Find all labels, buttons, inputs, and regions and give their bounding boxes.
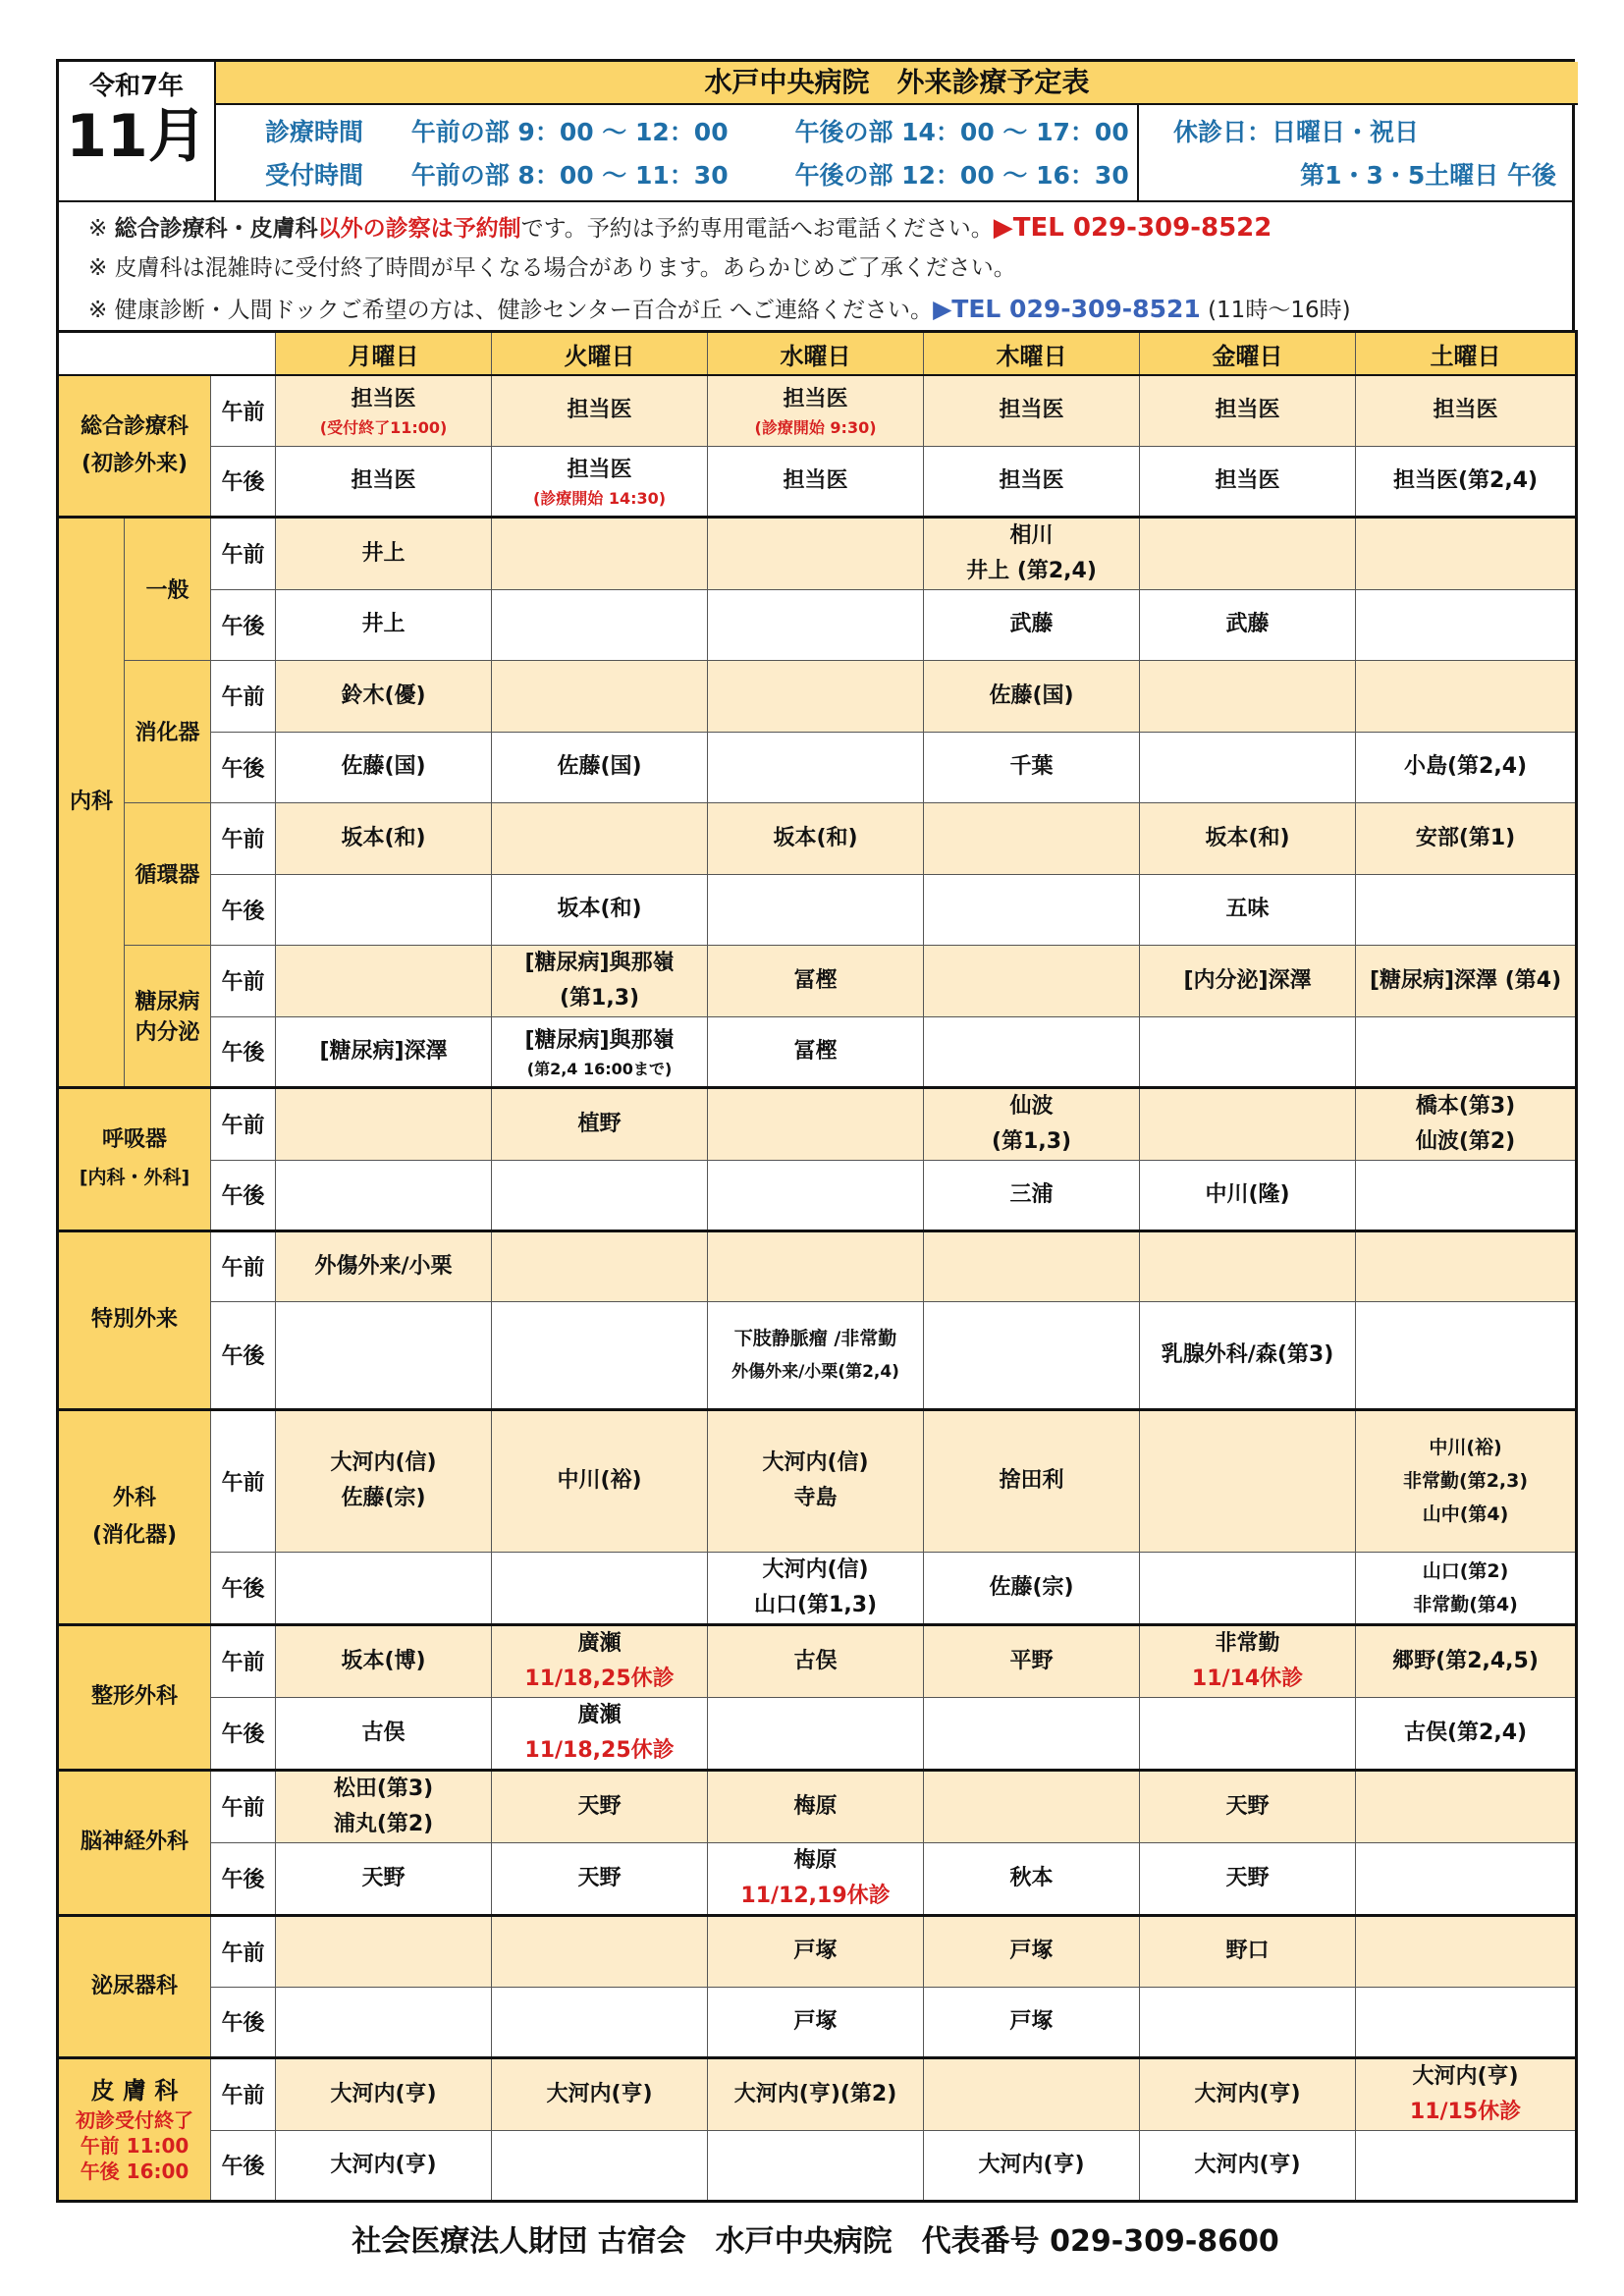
- reception-label: 受付時間: [265, 161, 364, 190]
- closed-line-1: 休診日：日曜日・祝日: [1173, 118, 1420, 146]
- cell-or-pm-tue: 廣瀬 11/18,25休診: [492, 1697, 708, 1770]
- time-pm: 午後: [211, 1552, 276, 1624]
- cell-dm-pm-mon: [糖尿病]深澤: [276, 1016, 492, 1087]
- cell-ns-pm-mon: 天野: [276, 1842, 492, 1915]
- cell-cv-am-wed: 坂本(和): [708, 802, 924, 874]
- cell-cv-am-fri: 坂本(和): [1140, 802, 1356, 874]
- cell-ns-pm-thu: 秋本: [924, 1842, 1140, 1915]
- cell-dm-pm-tue: [糖尿病]與那嶺 (第2,4 16:00まで): [492, 1016, 708, 1087]
- cell-sp-pm-sat: [1356, 1301, 1577, 1409]
- cell-rs-pm-fri: 中川(隆): [1140, 1160, 1356, 1230]
- time-pm: 午後: [211, 1697, 276, 1770]
- cell-general-pm-wed: 担当医: [708, 446, 924, 517]
- cell-ig-pm-thu: 武藤: [924, 589, 1140, 660]
- cell-rs-am-thu: 仙波 (第1,3): [924, 1087, 1140, 1160]
- cell-ur-am-sat: [1356, 1915, 1577, 1987]
- cell-ig-am-fri: [1140, 517, 1356, 589]
- day-sat: 土曜日: [1356, 332, 1577, 376]
- hours-block: [216, 105, 1139, 200]
- cell-rs-pm-thu: 三浦: [924, 1160, 1140, 1230]
- time-am: 午前: [211, 802, 276, 874]
- cell-dm-am-mon: [276, 945, 492, 1016]
- cell-rs-am-fri: [1140, 1087, 1356, 1160]
- cell-ns-pm-tue: 天野: [492, 1842, 708, 1915]
- cell-dr-pm-tue: [492, 2130, 708, 2201]
- note-checkup-text: ※ 健康診断・人間ドックご希望の方は、健診センター百合が丘 へご連絡ください。: [88, 298, 934, 323]
- cell-rs-pm-wed: [708, 1160, 924, 1230]
- cell-dm-pm-thu: [924, 1016, 1140, 1087]
- month: 11月: [66, 102, 207, 171]
- cell-dr-pm-mon: 大河内(亨): [276, 2130, 492, 2201]
- cell-general-pm-tue: 担当医 (診療開始 14:30): [492, 446, 708, 517]
- cell-ns-am-mon: 松田(第3) 浦丸(第2): [276, 1770, 492, 1842]
- cell-su-pm-tue: [492, 1552, 708, 1624]
- cell-ns-am-wed: 梅原: [708, 1770, 924, 1842]
- cell-dg-am-thu: 佐藤(国): [924, 660, 1140, 732]
- cell-rs-pm-tue: [492, 1160, 708, 1230]
- cell-dm-am-thu: [924, 945, 1140, 1016]
- cell-dr-pm-wed: [708, 2130, 924, 2201]
- dept-internal: 内科: [58, 517, 125, 1087]
- time-pm: 午後: [211, 1987, 276, 2057]
- cell-sp-pm-thu: [924, 1301, 1140, 1409]
- cell-ig-pm-mon: 井上: [276, 589, 492, 660]
- cell-dr-pm-fri: 大河内(亨): [1140, 2130, 1356, 2201]
- dept-internal-general: 一般: [125, 517, 211, 660]
- cell-dr-am-mon: 大河内(亨): [276, 2057, 492, 2130]
- cell-dm-am-wed: 冨樫: [708, 945, 924, 1016]
- cell-ur-am-mon: [276, 1915, 492, 1987]
- cell-sp-pm-fri: 乳腺外科/森(第3): [1140, 1301, 1356, 1409]
- cell-dg-am-wed: [708, 660, 924, 732]
- dept-urology: 泌尿器科: [58, 1915, 211, 2057]
- date-box: [59, 62, 216, 200]
- time-pm: 午後: [211, 2130, 276, 2201]
- day-wed: 水曜日: [708, 332, 924, 376]
- cell-ig-pm-wed: [708, 589, 924, 660]
- cell-ns-am-fri: 天野: [1140, 1770, 1356, 1842]
- cell-su-pm-wed: 大河内(信) 山口(第1,3): [708, 1552, 924, 1624]
- cell-ur-am-wed: 戸塚: [708, 1915, 924, 1987]
- note-reservation-text: です。予約は予約専用電話へお電話ください。: [520, 216, 994, 242]
- cell-dm-pm-fri: [1140, 1016, 1356, 1087]
- cell-or-pm-thu: [924, 1697, 1140, 1770]
- cell-dm-am-tue: [糖尿病]與那嶺 (第1,3): [492, 945, 708, 1016]
- cell-or-am-thu: 平野: [924, 1624, 1140, 1697]
- cell-dr-am-wed: 大河内(亨)(第2): [708, 2057, 924, 2130]
- cell-general-am-fri: 担当医: [1140, 375, 1356, 446]
- cell-su-pm-fri: [1140, 1552, 1356, 1624]
- cell-ns-am-thu: [924, 1770, 1140, 1842]
- cell-ig-pm-fri: 武藤: [1140, 589, 1356, 660]
- cell-cv-pm-thu: [924, 874, 1140, 945]
- dept-diabetes: 糖尿病 内分泌: [125, 945, 211, 1087]
- dept-neurosurgery: 脳神経外科: [58, 1770, 211, 1915]
- dept-special: 特別外来: [58, 1230, 211, 1409]
- cell-su-pm-sat: 山口(第2) 非常勤(第4): [1356, 1552, 1577, 1624]
- cell-ur-pm-fri: [1140, 1987, 1356, 2057]
- cell-dm-am-fri: [内分泌]深澤: [1140, 945, 1356, 1016]
- cell-su-am-tue: 中川(裕): [492, 1409, 708, 1552]
- cell-cv-am-mon: 坂本(和): [276, 802, 492, 874]
- cell-ig-am-wed: [708, 517, 924, 589]
- time-pm: 午後: [211, 1160, 276, 1230]
- checkup-tel[interactable]: ▶TEL 029-309-8521: [933, 295, 1201, 323]
- dept-dermatology: 皮 膚 科 初診受付終了 午前 11:00 午後 16:00: [58, 2057, 211, 2201]
- cell-ur-pm-tue: [492, 1987, 708, 2057]
- cell-ns-pm-sat: [1356, 1842, 1577, 1915]
- cell-ur-pm-thu: 戸塚: [924, 1987, 1140, 2057]
- dept-general: [58, 375, 211, 517]
- note-mark: ※: [88, 216, 115, 242]
- cell-dg-am-fri: [1140, 660, 1356, 732]
- cell-general-am-mon: 担当医 (受付終了11:00): [276, 375, 492, 446]
- footer: 社会医療法人財団 古宿会 水戸中央病院 代表番号 029-309-8600: [352, 2223, 1279, 2259]
- cell-dg-pm-sat: 小島(第2,4): [1356, 732, 1577, 802]
- schedule-table: [56, 330, 1578, 2203]
- era-year: 令和7年: [88, 72, 185, 101]
- cell-rs-pm-sat: [1356, 1160, 1577, 1230]
- time-pm: 午後: [211, 589, 276, 660]
- cell-su-am-sat: 中川(裕) 非常勤(第2,3) 山中(第4): [1356, 1409, 1577, 1552]
- cell-or-pm-fri: [1140, 1697, 1356, 1770]
- cell-dg-pm-tue: 佐藤(国): [492, 732, 708, 802]
- cell-dr-pm-thu: 大河内(亨): [924, 2130, 1140, 2201]
- time-am: 午前: [211, 1087, 276, 1160]
- time-am: 午前: [211, 2057, 276, 2130]
- cell-ur-pm-mon: [276, 1987, 492, 2057]
- dept-respiratory: 呼吸器 [内科・外科]: [58, 1087, 211, 1230]
- cell-su-am-mon: 大河内(信) 佐藤(宗): [276, 1409, 492, 1552]
- page-title: 水戸中央病院 外来診療予定表: [216, 62, 1578, 105]
- cell-ns-pm-wed: 梅原 11/12,19休診: [708, 1842, 924, 1915]
- cell-dm-am-sat: [糖尿病]深澤 (第4): [1356, 945, 1577, 1016]
- schedule-page: [56, 59, 1575, 2260]
- cell-ur-pm-sat: [1356, 1987, 1577, 2057]
- time-am: 午前: [211, 375, 276, 446]
- reception-am: 午前の部 8：00 ～ 11：30: [410, 161, 729, 190]
- dept-circulatory: 循環器: [125, 802, 211, 945]
- dept-surgery: 外科 (消化器): [58, 1409, 211, 1624]
- cell-ns-am-tue: 天野: [492, 1770, 708, 1842]
- cell-dg-pm-mon: 佐藤(国): [276, 732, 492, 802]
- cell-or-am-fri: 非常勤 11/14休診: [1140, 1624, 1356, 1697]
- cell-ig-am-sat: [1356, 517, 1577, 589]
- dept-general-name: 総合診療科: [80, 413, 189, 439]
- time-am: 午前: [211, 1409, 276, 1552]
- cell-ur-am-thu: 戸塚: [924, 1915, 1140, 1987]
- note-reservation: [88, 208, 1572, 248]
- day-header-row: [58, 332, 1577, 376]
- cell-ig-am-mon: 井上: [276, 517, 492, 589]
- cell-sp-am-fri: [1140, 1230, 1356, 1301]
- time-pm: 午後: [211, 874, 276, 945]
- note-depts: 総合診療科・皮膚科: [114, 216, 318, 242]
- cell-or-pm-mon: 古俣: [276, 1697, 492, 1770]
- time-am: 午前: [211, 1230, 276, 1301]
- note-reservation-required: 以外の診察は予約制: [317, 216, 521, 242]
- time-pm: 午後: [211, 732, 276, 802]
- time-am: 午前: [211, 1624, 276, 1697]
- cell-dm-pm-sat: [1356, 1016, 1577, 1087]
- cell-ns-pm-fri: 天野: [1140, 1842, 1356, 1915]
- cell-rs-am-tue: 植野: [492, 1087, 708, 1160]
- day-mon: 月曜日: [276, 332, 492, 376]
- notes: [56, 200, 1575, 330]
- cell-general-pm-sat: 担当医(第2,4): [1356, 446, 1577, 517]
- time-am: 午前: [211, 517, 276, 589]
- cell-ig-pm-sat: [1356, 589, 1577, 660]
- cell-cv-pm-sat: [1356, 874, 1577, 945]
- time-am: 午前: [211, 1915, 276, 1987]
- cell-dr-am-tue: 大河内(亨): [492, 2057, 708, 2130]
- cell-or-am-sat: 郷野(第2,4,5): [1356, 1624, 1577, 1697]
- cell-su-am-wed: 大河内(信) 寺島: [708, 1409, 924, 1552]
- cell-cv-am-sat: 安部(第1): [1356, 802, 1577, 874]
- cell-su-pm-mon: [276, 1552, 492, 1624]
- cell-sp-am-wed: [708, 1230, 924, 1301]
- time-pm: 午後: [211, 1016, 276, 1087]
- cell-general-am-wed: 担当医 (診療開始 9:30): [708, 375, 924, 446]
- cell-or-am-tue: 廣瀬 11/18,25休診: [492, 1624, 708, 1697]
- dept-digestive: 消化器: [125, 660, 211, 802]
- cell-rs-pm-mon: [276, 1160, 492, 1230]
- time-am: 午前: [211, 660, 276, 732]
- cell-ig-am-thu: 相川 井上 (第2,4): [924, 517, 1140, 589]
- cell-or-pm-wed: [708, 1697, 924, 1770]
- cell-rs-am-sat: 橋本(第3) 仙波(第2): [1356, 1087, 1577, 1160]
- cell-sp-am-thu: [924, 1230, 1140, 1301]
- cell-cv-am-tue: [492, 802, 708, 874]
- cell-ns-am-sat: [1356, 1770, 1577, 1842]
- cell-general-am-thu: 担当医: [924, 375, 1140, 446]
- cell-dg-pm-fri: [1140, 732, 1356, 802]
- cell-dr-am-fri: 大河内(亨): [1140, 2057, 1356, 2130]
- closed-days: [1139, 105, 1578, 200]
- checkup-hours: (11時～16時): [1208, 298, 1351, 323]
- reception-pm: 午後の部 12：00 ～ 16：30: [794, 161, 1129, 190]
- cell-cv-pm-wed: [708, 874, 924, 945]
- cell-sp-am-mon: 外傷外来/小栗: [276, 1230, 492, 1301]
- cell-rs-am-wed: [708, 1087, 924, 1160]
- cell-sp-am-sat: [1356, 1230, 1577, 1301]
- cell-sp-am-tue: [492, 1230, 708, 1301]
- time-pm: 午後: [211, 1842, 276, 1915]
- cell-ur-am-fri: 野口: [1140, 1915, 1356, 1987]
- cell-dg-am-tue: [492, 660, 708, 732]
- dept-general-sub: (初診外来): [81, 451, 189, 476]
- consult-label: 診療時間: [265, 118, 364, 146]
- note-dermatology: ※ 皮膚科は混雑時に受付終了時間が早くなる場合があります。あらかじめご了承ください。: [88, 255, 1016, 281]
- cell-general-pm-fri: 担当医: [1140, 446, 1356, 517]
- cell-dg-pm-wed: [708, 732, 924, 802]
- cell-ur-pm-wed: 戸塚: [708, 1987, 924, 2057]
- day-tue: 火曜日: [492, 332, 708, 376]
- cell-ig-am-tue: [492, 517, 708, 589]
- cell-dg-am-sat: [1356, 660, 1577, 732]
- cell-ig-pm-tue: [492, 589, 708, 660]
- cell-ur-am-tue: [492, 1915, 708, 1987]
- cell-general-pm-thu: 担当医: [924, 446, 1140, 517]
- cell-su-am-fri: [1140, 1409, 1356, 1552]
- day-thu: 木曜日: [924, 332, 1140, 376]
- consult-pm: 午後の部 14：00 ～ 17：00: [794, 118, 1129, 146]
- cell-su-pm-thu: 佐藤(宗): [924, 1552, 1140, 1624]
- cell-dg-pm-thu: 千葉: [924, 732, 1140, 802]
- cell-dg-am-mon: 鈴木(優): [276, 660, 492, 732]
- cell-dr-pm-sat: [1356, 2130, 1577, 2201]
- day-fri: 金曜日: [1140, 332, 1356, 376]
- cell-or-pm-sat: 古俣(第2,4): [1356, 1697, 1577, 1770]
- corner-cell: [58, 332, 276, 376]
- dept-orthopedic: 整形外科: [58, 1624, 211, 1770]
- cell-rs-am-mon: [276, 1087, 492, 1160]
- cell-or-am-wed: 古俣: [708, 1624, 924, 1697]
- cell-cv-pm-tue: 坂本(和): [492, 874, 708, 945]
- header: [56, 59, 1575, 200]
- cell-general-pm-mon: 担当医: [276, 446, 492, 517]
- cell-cv-am-thu: [924, 802, 1140, 874]
- cell-sp-pm-mon: [276, 1301, 492, 1409]
- reservation-tel[interactable]: ▶TEL 029-309-8522: [993, 213, 1272, 243]
- cell-su-am-thu: 捨田利: [924, 1409, 1140, 1552]
- cell-dr-am-thu: [924, 2057, 1140, 2130]
- time-pm: 午後: [211, 446, 276, 517]
- closed-line-2: 第1・3・5土曜日 午後: [1300, 161, 1556, 190]
- cell-general-am-tue: 担当医: [492, 375, 708, 446]
- cell-dr-am-sat: 大河内(亨) 11/15休診: [1356, 2057, 1577, 2130]
- time-pm: 午後: [211, 1301, 276, 1409]
- consult-am: 午前の部 9：00 ～ 12：00: [410, 118, 729, 146]
- cell-or-am-mon: 坂本(博): [276, 1624, 492, 1697]
- time-am: 午前: [211, 1770, 276, 1842]
- cell-general-am-sat: 担当医: [1356, 375, 1577, 446]
- cell-sp-pm-wed: 下肢静脈瘤 /非常勤 外傷外来/小栗(第2,4): [708, 1301, 924, 1409]
- note-checkup: [88, 289, 1572, 329]
- cell-dm-pm-wed: 冨樫: [708, 1016, 924, 1087]
- cell-cv-pm-fri: 五味: [1140, 874, 1356, 945]
- cell-cv-pm-mon: [276, 874, 492, 945]
- time-am: 午前: [211, 945, 276, 1016]
- cell-sp-pm-tue: [492, 1301, 708, 1409]
